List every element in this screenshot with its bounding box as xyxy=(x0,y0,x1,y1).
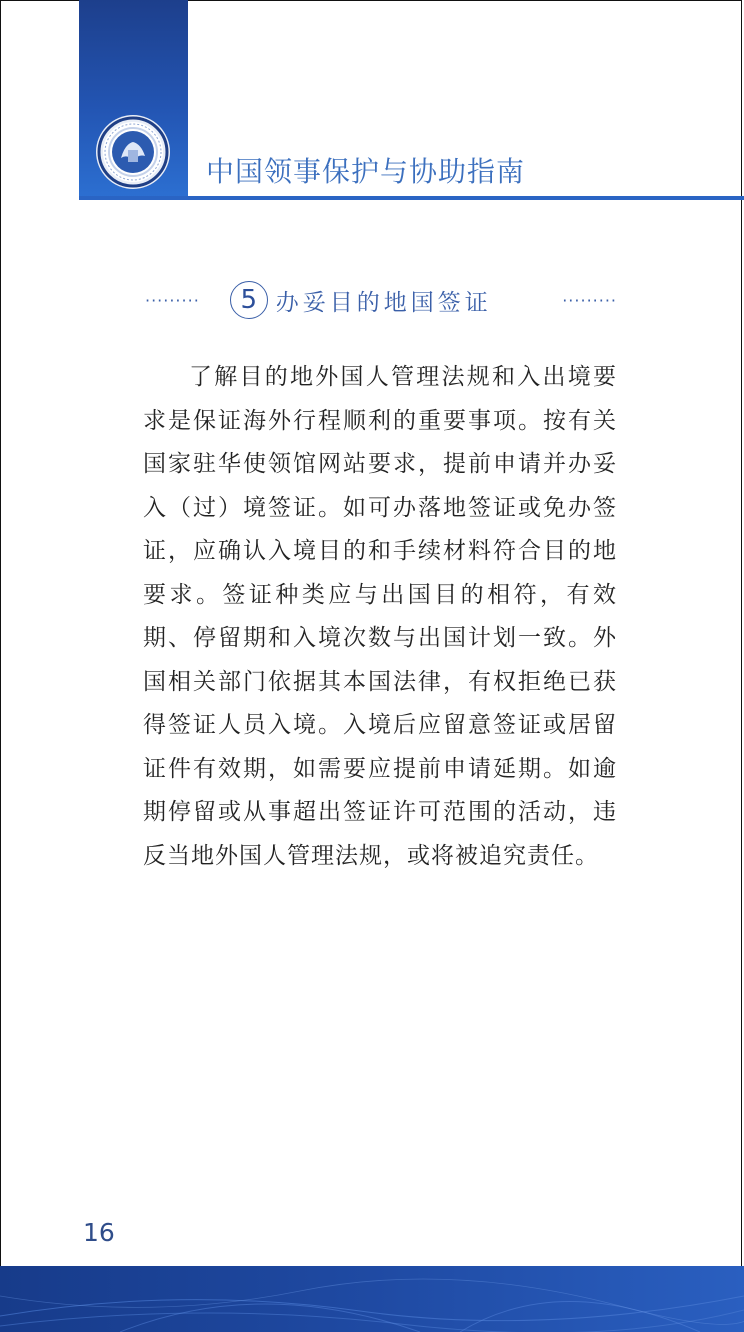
section-title: 办妥目的地国签证 xyxy=(275,289,492,316)
consular-emblem-icon xyxy=(95,114,171,190)
section-heading xyxy=(145,278,617,322)
dotted-leader-left: ········· xyxy=(145,290,200,310)
page-number: 16 xyxy=(83,1218,115,1247)
guide-title: 中国领事保护与协助指南 xyxy=(206,155,526,188)
dotted-leader-right: ········· xyxy=(562,290,617,310)
section-number-badge: 5 xyxy=(230,281,268,319)
footer-wave-band xyxy=(0,1266,744,1332)
header-divider xyxy=(79,196,744,200)
body-paragraph: 了解目的地外国人管理法规和入出境要求是保证海外行程顺利的重要事项。按有关国家驻华使领馆网站要求，提前申请并办妥入（过）境签证。如可办落地签证或免办签证，应确认入境目的和手续材料符合目的地要求。签证种类应与出国目的相符，有效期、停留期和入境次数与出国计划一致。外国相关部门依据其本国法律，有权拒绝已获得签证人员入境。入境后应留意签证或居留证件有效期，如需要应提前申请延期。如逾期停留或从事超出签证许可范围的活动，违反当地外国人管理法规，或将被追究责任。 xyxy=(143,364,617,869)
